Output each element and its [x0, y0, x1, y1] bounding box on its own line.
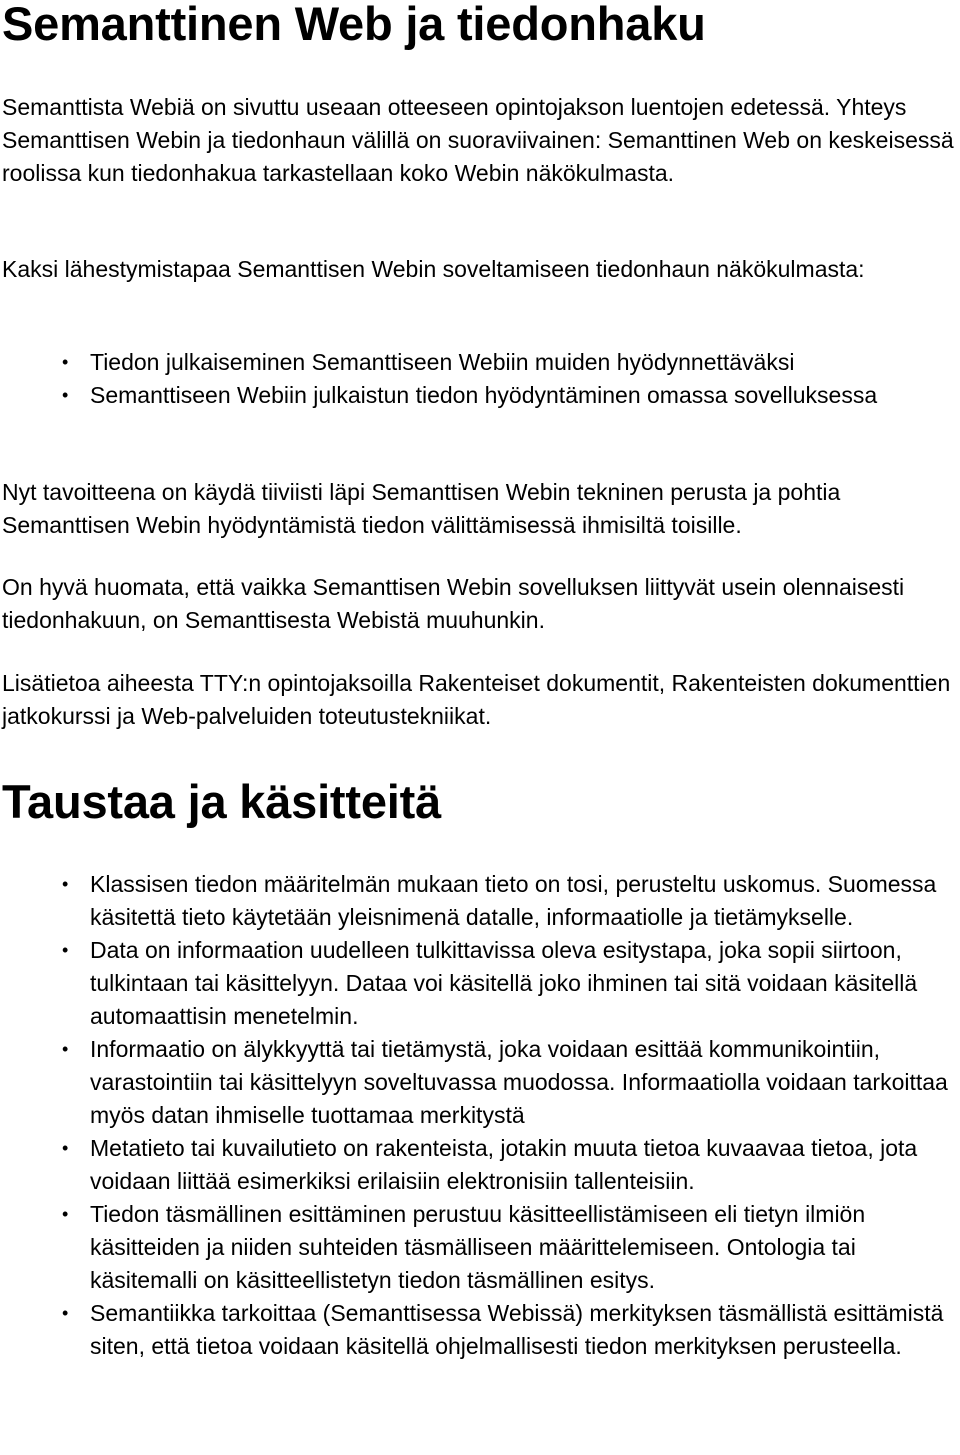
- list-item: [0, 346, 958, 379]
- bullet-icon: •: [62, 874, 69, 894]
- list-item: [0, 934, 958, 1033]
- list-item-text: Informaatio on älykkyyttä tai tietämystä, joka voidaan esittää kommunikointiin, varastointiin tai käsittelyyn soveltuvassa muodossa. Informaatiolla voidaan tarkoittaa myös datan ihmiselle tuottamaa merkitystä: [90, 1036, 948, 1128]
- section-title-background: Taustaa ja käsitteitä: [2, 775, 442, 828]
- goal-paragraph: Nyt tavoitteena on käydä tiiviisti läpi Semanttisen Webin tekninen perusta ja pohtia Semanttisen Webin hyödyntämistä tiedon välittämisessä ihmisiltä toisille.: [2, 479, 841, 538]
- bullet-icon: •: [62, 940, 69, 960]
- list-item-text: Semanttiseen Webiin julkaistun tiedon hyödyntäminen omassa sovelluksessa: [90, 382, 878, 408]
- bullet-icon: •: [62, 1303, 69, 1323]
- list-item-text: Klassisen tiedon määritelmän mukaan tieto on tosi, perusteltu uskomus. Suomessa käsitettä tieto käytetään yleisnimenä datalle, informaatiolle ja tietämykselle.: [90, 871, 937, 930]
- list-item: [0, 379, 958, 412]
- section-title-semantic-web: Semanttinen Web ja tiedonhaku: [2, 0, 706, 50]
- list-item: [0, 1132, 958, 1198]
- intro-paragraph: Semanttista Webiä on sivuttu useaan otteeseen opintojakson luentojen edetessä. Yhteys Semanttisen Webin ja tiedonhaun välillä on suoraviivainen: Semanttinen Web on keskeisessä roolissa kun tiedonhakua tarkastellaan koko Webin näkökulmasta.: [2, 94, 954, 186]
- list-item-text: Metatieto tai kuvailutieto on rakenteista, jotakin muuta tietoa kuvaavaa tietoa, jota voidaan liittää esimerkiksi erilaisiin elektronisiin tallenteisiin.: [90, 1135, 918, 1194]
- list-item-text: Tiedon julkaiseminen Semanttiseen Webiin muiden hyödynnettäväksi: [90, 349, 795, 375]
- approaches-intro-paragraph: Kaksi lähestymistapaa Semanttisen Webin soveltamiseen tiedonhaun näkökulmasta:: [2, 256, 865, 282]
- list-item: [0, 1297, 958, 1363]
- more-info-paragraph: Lisätietoa aiheesta TTY:n opintojaksoilla Rakenteiset dokumentit, Rakenteisten dokumenttien jatkokurssi ja Web-palveluiden toteutustekniikat.: [2, 670, 951, 729]
- approaches-list: [0, 346, 958, 412]
- bullet-icon: •: [62, 352, 69, 372]
- list-item-text: Data on informaation uudelleen tulkittavissa oleva esitystapa, joka sopii siirtoon, tulkintaan tai käsittelyyn. Dataa voi käsitellä joko ihminen tai sitä voidaan käsitellä automaattisin menetelmin.: [90, 937, 918, 1029]
- list-item: [0, 1033, 958, 1132]
- list-item-text: Semantiikka tarkoittaa (Semanttisessa Webissä) merkityksen täsmällistä esittämistä siten, että tietoa voidaan käsitellä ohjelmallisesti tiedon merkityksen perusteella.: [90, 1300, 944, 1359]
- bullet-icon: •: [62, 1039, 69, 1059]
- bullet-icon: •: [62, 1138, 69, 1158]
- bullet-icon: •: [62, 385, 69, 405]
- list-item: [0, 1198, 958, 1297]
- concepts-list: [0, 868, 958, 1363]
- note-paragraph: On hyvä huomata, että vaikka Semanttisen Webin sovelluksen liittyvät usein olennaisesti tiedonhakuun, on Semanttisesta Webistä muuhunkin.: [2, 574, 905, 633]
- bullet-icon: •: [62, 1204, 69, 1224]
- list-item: [0, 868, 958, 934]
- list-item-text: Tiedon täsmällinen esittäminen perustuu käsitteellistämiseen eli tietyn ilmiön käsitteiden ja niiden suhteiden täsmälliseen määrittelemiseen. Ontologia tai käsitemalli on käsitteellistetyn tiedon täsmällinen esitys.: [90, 1201, 866, 1293]
